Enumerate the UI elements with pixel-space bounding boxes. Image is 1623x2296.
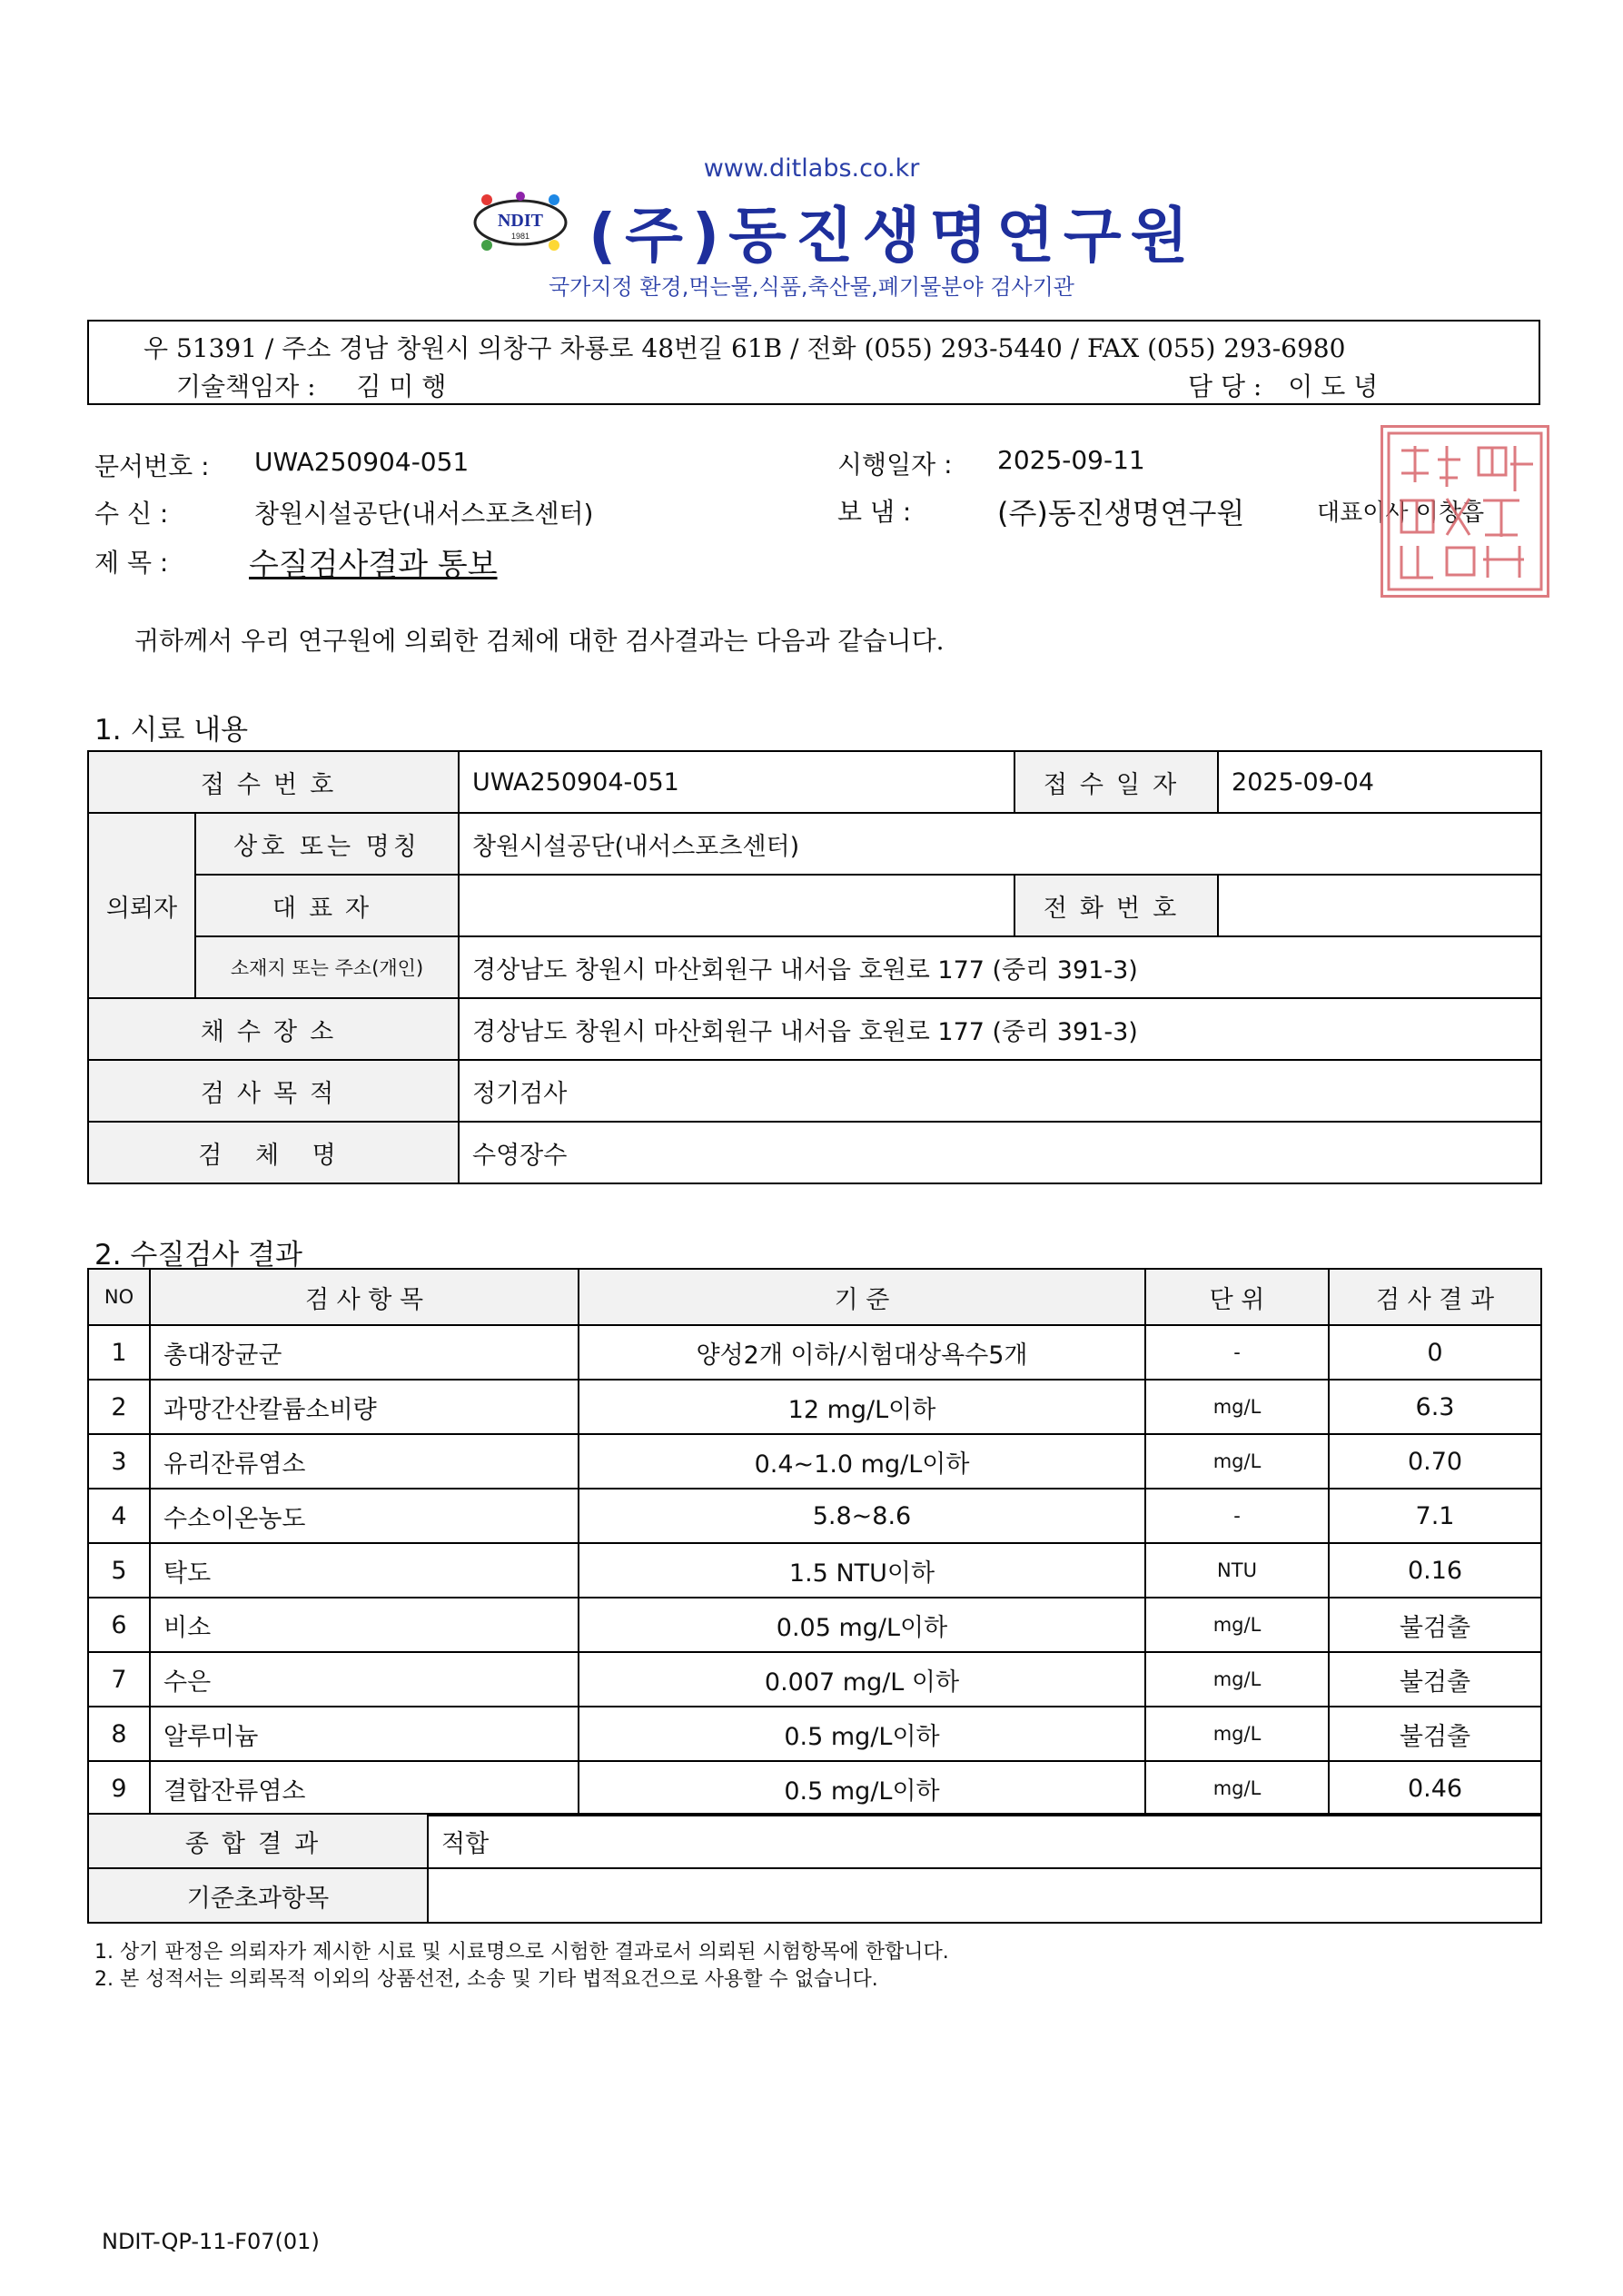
logo-text: NDIT (497, 211, 544, 231)
result-row (88, 1543, 1541, 1598)
result-row (88, 1434, 1541, 1489)
intro-text: 귀하께서 우리 연구원에 의뢰한 검체에 대한 검사결과는 다음과 같습니다. (134, 626, 945, 656)
header-item: 검 사 항 목 (150, 1269, 579, 1325)
result-unit: mg/L (1145, 1380, 1329, 1434)
representative-label: 대표자 (195, 875, 459, 936)
result-rows (88, 1325, 1541, 1816)
result-item: 유리잔류염소 (150, 1434, 579, 1489)
result-value: 불검출 (1329, 1707, 1541, 1761)
result-unit: NTU (1145, 1543, 1329, 1598)
header-standard: 기 준 (579, 1269, 1145, 1325)
result-no: 1 (88, 1325, 150, 1380)
header-result: 검 사 결 과 (1329, 1269, 1541, 1325)
receipt-date-value: 2025-09-04 (1218, 751, 1541, 813)
subject-value: 수질검사결과 통보 (249, 547, 498, 583)
receipt-date-label: 접수일자 (1014, 751, 1218, 813)
result-item: 탁도 (150, 1543, 579, 1598)
issue-date (837, 445, 1145, 481)
result-standard: 5.8~8.6 (579, 1489, 1145, 1543)
sender (837, 492, 1485, 530)
result-value: 0.16 (1329, 1543, 1541, 1598)
result-value: 불검출 (1329, 1652, 1541, 1707)
tech-manager (176, 367, 446, 403)
result-standard: 0.007 mg/L 이하 (579, 1652, 1145, 1707)
sender-value: (주)동진생명연구원 (997, 496, 1245, 530)
doc-number (94, 447, 470, 483)
client-address-value: 경상남도 창원시 마산회원구 내서읍 호원로 177 (중리 391-3) (459, 936, 1541, 998)
result-item: 과망간산칼륨소비량 (150, 1380, 579, 1434)
footnote-2: 2. 본 성적서는 의뢰목적 이외의 상품선전, 소송 및 기타 법적요건으로 사용할 수 없습니다. (94, 1968, 878, 1991)
result-no: 9 (88, 1761, 150, 1816)
tech-manager-label: 기술책임자 : (176, 371, 316, 401)
results-table (87, 1268, 1542, 1816)
result-unit: mg/L (1145, 1707, 1329, 1761)
exceed-items-label: 기준초과항목 (88, 1868, 428, 1923)
logo-year: 1981 (510, 232, 530, 241)
result-item: 결합잔류염소 (150, 1761, 579, 1816)
result-standard: 1.5 NTU이하 (579, 1543, 1145, 1598)
doc-number-label: 문서번호 : (94, 451, 210, 481)
header-unit: 단 위 (1145, 1269, 1329, 1325)
specimen-value: 수영장수 (459, 1122, 1541, 1183)
result-no: 5 (88, 1543, 150, 1598)
result-unit: mg/L (1145, 1434, 1329, 1489)
purpose-value: 정기검사 (459, 1060, 1541, 1122)
company-logo (470, 191, 570, 254)
result-row (88, 1652, 1541, 1707)
tech-manager-name: 김 미 행 (356, 371, 447, 401)
result-row (88, 1489, 1541, 1543)
recipient-value: 창원시설공단(내서스포츠센터) (254, 499, 594, 529)
subject (94, 543, 498, 583)
result-unit: mg/L (1145, 1761, 1329, 1816)
result-row (88, 1325, 1541, 1380)
sampling-place-value: 경상남도 창원시 마산회원구 내서읍 호원로 177 (중리 391-3) (459, 998, 1541, 1060)
result-value: 7.1 (1329, 1489, 1541, 1543)
section-2-title: 2. 수질검사 결과 (94, 1239, 302, 1272)
purpose-label: 검사목적 (88, 1060, 459, 1122)
client-address-label: 소재지 또는 주소(개인) (195, 936, 459, 998)
receipt-no-value: UWA250904-051 (459, 751, 1014, 813)
result-item: 총대장균군 (150, 1325, 579, 1380)
result-row (88, 1707, 1541, 1761)
representative-value (459, 875, 1014, 936)
result-value: 불검출 (1329, 1598, 1541, 1652)
subject-label: 제 목 : (94, 548, 169, 578)
result-item: 수소이온농도 (150, 1489, 579, 1543)
result-unit: - (1145, 1489, 1329, 1543)
client-name-label: 상호 또는 명칭 (195, 813, 459, 875)
recipient-label: 수 신 : (94, 499, 169, 529)
sender-label: 보 냄 : (837, 497, 912, 527)
section-1-title: 1. 시료 내용 (94, 714, 249, 747)
result-unit: - (1145, 1325, 1329, 1380)
result-standard: 양성2개 이하/시험대상욕수5개 (579, 1325, 1145, 1380)
ceo-name: 대표이사 이창흡 (1317, 500, 1485, 527)
client-name-value: 창원시설공단(내서스포츠센터) (459, 813, 1541, 875)
result-standard: 0.05 mg/L이하 (579, 1598, 1145, 1652)
company-tagline: 국가지정 환경,먹는물,식품,축산물,폐기물분야 검사기관 (548, 274, 1074, 300)
result-no: 4 (88, 1489, 150, 1543)
result-standard: 0.5 mg/L이하 (579, 1761, 1145, 1816)
issue-date-value: 2025-09-11 (997, 445, 1145, 475)
result-standard: 12 mg/L이하 (579, 1380, 1145, 1434)
result-item: 비소 (150, 1598, 579, 1652)
header-no: NO (88, 1269, 150, 1325)
phone-value (1218, 875, 1541, 936)
result-value: 0 (1329, 1325, 1541, 1380)
website-url: www.ditlabs.co.kr (703, 154, 920, 183)
result-item: 수은 (150, 1652, 579, 1707)
result-no: 3 (88, 1434, 150, 1489)
company-name: (주)동진생명연구원 (589, 201, 1198, 271)
result-no: 6 (88, 1598, 150, 1652)
result-unit: mg/L (1145, 1598, 1329, 1652)
doc-number-value: UWA250904-051 (254, 447, 470, 477)
address-line: 우 51391 / 주소 경남 창원시 의창구 차룡로 48번길 61B / 전화 (055) 293-5440 / FAX (055) 293-6980 (143, 333, 1346, 363)
recipient (94, 494, 594, 530)
result-value: 0.70 (1329, 1434, 1541, 1489)
sampling-place-label: 채수장소 (88, 998, 459, 1060)
overall-result-value: 적합 (428, 1814, 1541, 1868)
receipt-no-label: 접수번호 (88, 751, 459, 813)
result-row (88, 1761, 1541, 1816)
official-seal-stamp (1381, 425, 1549, 598)
specimen-label: 검 체 명 (88, 1122, 459, 1183)
result-row (88, 1380, 1541, 1434)
sample-info-table (87, 750, 1542, 1184)
address-box (87, 320, 1540, 405)
staff-label: 담 당 : (1188, 371, 1262, 401)
result-no: 7 (88, 1652, 150, 1707)
footnote-1: 1. 상기 판정은 의뢰자가 제시한 시료 및 시료명으로 시험한 결과로서 의뢰된 시험항목에 한합니다. (94, 1941, 949, 1964)
staff-in-charge (1188, 367, 1378, 403)
result-value: 0.46 (1329, 1761, 1541, 1816)
overall-result-label: 종합결과 (88, 1814, 428, 1868)
staff-name: 이 도 녕 (1288, 371, 1379, 401)
summary-table (87, 1813, 1542, 1924)
result-value: 6.3 (1329, 1380, 1541, 1434)
client-label: 의뢰자 (88, 813, 195, 998)
result-unit: mg/L (1145, 1652, 1329, 1707)
phone-label: 전화번호 (1014, 875, 1218, 936)
result-row (88, 1598, 1541, 1652)
exceed-items-value (428, 1868, 1541, 1923)
result-no: 8 (88, 1707, 150, 1761)
issue-date-label: 시행일자 : (837, 450, 953, 480)
result-item: 알루미늄 (150, 1707, 579, 1761)
result-standard: 0.4~1.0 mg/L이하 (579, 1434, 1145, 1489)
result-standard: 0.5 mg/L이하 (579, 1707, 1145, 1761)
result-no: 2 (88, 1380, 150, 1434)
document-form-id: NDIT-QP-11-F07(01) (102, 2229, 320, 2254)
